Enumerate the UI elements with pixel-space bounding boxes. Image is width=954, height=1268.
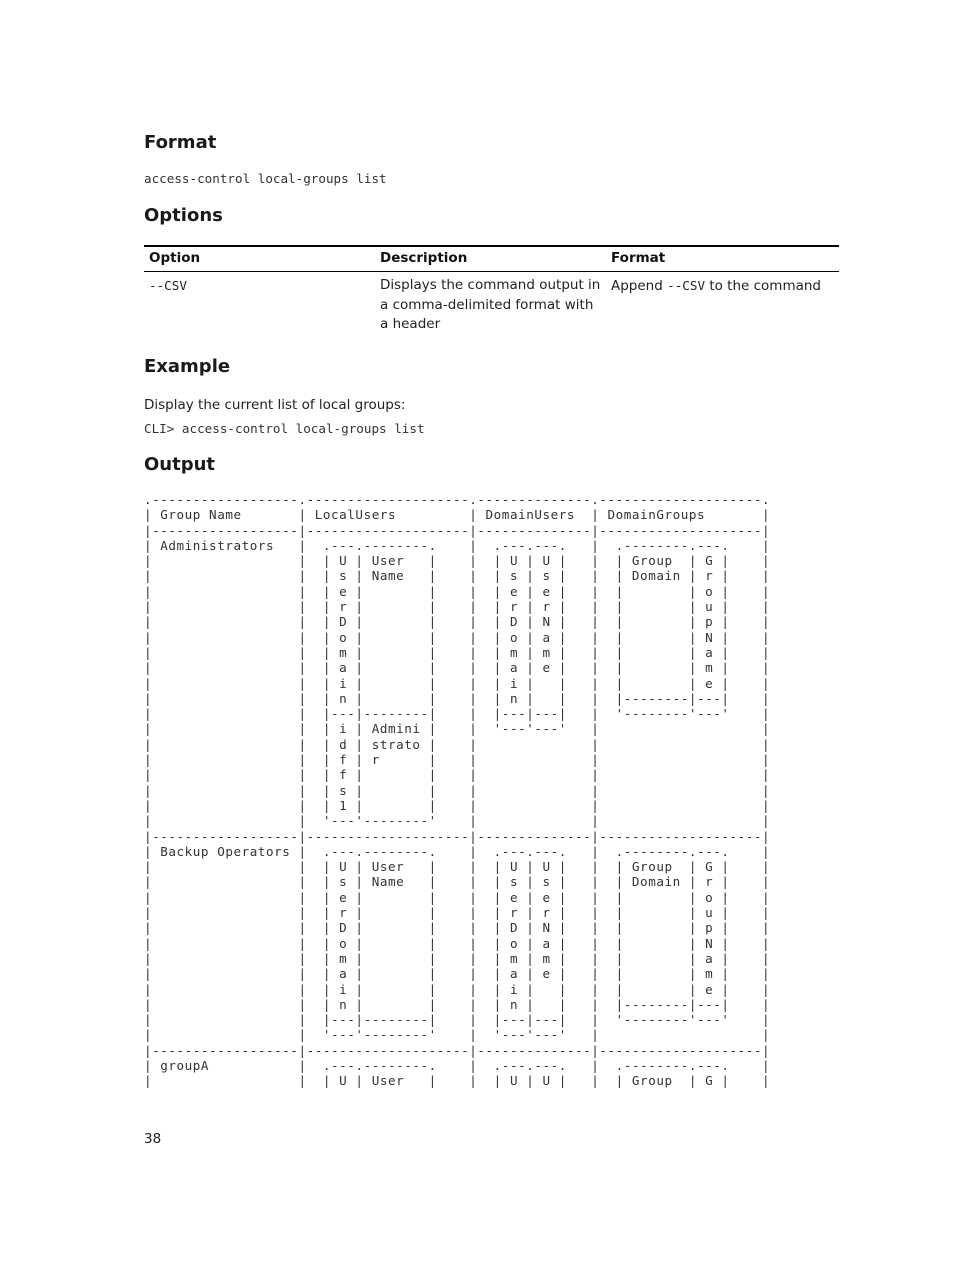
- format-command: access-control local-groups list: [144, 171, 387, 186]
- format-heading: Format: [144, 132, 217, 153]
- column-header-option: Option: [144, 246, 375, 272]
- option-value: --CSV: [149, 278, 187, 293]
- example-description: Display the current list of local groups:: [144, 397, 406, 413]
- example-command: CLI> access-control local-groups list: [144, 421, 425, 436]
- option-cell: [144, 272, 375, 339]
- column-header-description: Description: [375, 246, 606, 272]
- format-suffix: to the command: [705, 278, 821, 294]
- table-row: [144, 272, 839, 339]
- options-table: [144, 245, 839, 339]
- options-table-header: [144, 246, 839, 272]
- format-cell: [606, 272, 839, 339]
- description-cell: Displays the command output in a comma-delimited format with a header: [380, 277, 601, 332]
- page-number: 38: [144, 1131, 162, 1147]
- output-heading: Output: [144, 454, 216, 475]
- output-ascii-table: .------------------.--------------------.--------------.--------------------. | Group Name | LocalUsers | DomainUsers | DomainGroups | |------------------|--------------------|--------------|--------------------| | Administrators | .---.--------. | .---.---. | .--------.---. | | | | U | User | | | U | U | | | Group | G | | | | | s | Name | | | s | s | | | Domain | r | | | | | e | | | | e | e | | | | o | | | | | r | | | | r | r | | | | u | | | | | D | | | | D | N | | | | p | | | | | o | | | | o | a | | | | N | | | | | m | | | | m | m | | | | a | | | | | a | | | | a | e | | | | m | | | | | i | | | | i | | | | | e | | | | | n | | | | n | | | |--------|---| | | | |---|--------| | |---|---| | '--------'---' | | | | i | Admini | | '---'---' | | | | | d | strato | | | | | | | f | r | | | | | | | f | | | | | | | | s | | | | | | | | 1 | | | | | | | '---'--------' | | | |------------------|--------------------|--------------|--------------------| | Backup Operators | .---.--------. | .---.---. | .--------.---. | | | | U | User | | | U | U | | | Group | G | | | | | s | Name | | | s | s | | | Domain | r | | | | | e | | | | e | e | | | | o | | | | | r | | | | r | r | | | | u | | | | | D | | | | D | N | | | | p | | | | | o | | | | o | a | | | | N | | | | | m | | | | m | m | | | | a | | | | | a | | | | a | e | | | | m | | | | | i | | | | i | | | | | e | | | | | n | | | | n | | | |--------|---| | | | |---|--------| | |---|---| | '--------'---' | | | '---'--------' | '---'---' | | |------------------|--------------------|--------------|--------------------| | groupA | .---.--------. | .---.---. | .--------.---. | | | | U | User | | | U | U | | | Group | G | |: [144, 492, 771, 1089]
- example-heading: Example: [144, 356, 231, 377]
- format-prefix: Append: [611, 278, 668, 294]
- format-code: --CSV: [667, 278, 706, 293]
- options-heading: Options: [144, 205, 223, 226]
- column-header-format: Format: [606, 246, 839, 272]
